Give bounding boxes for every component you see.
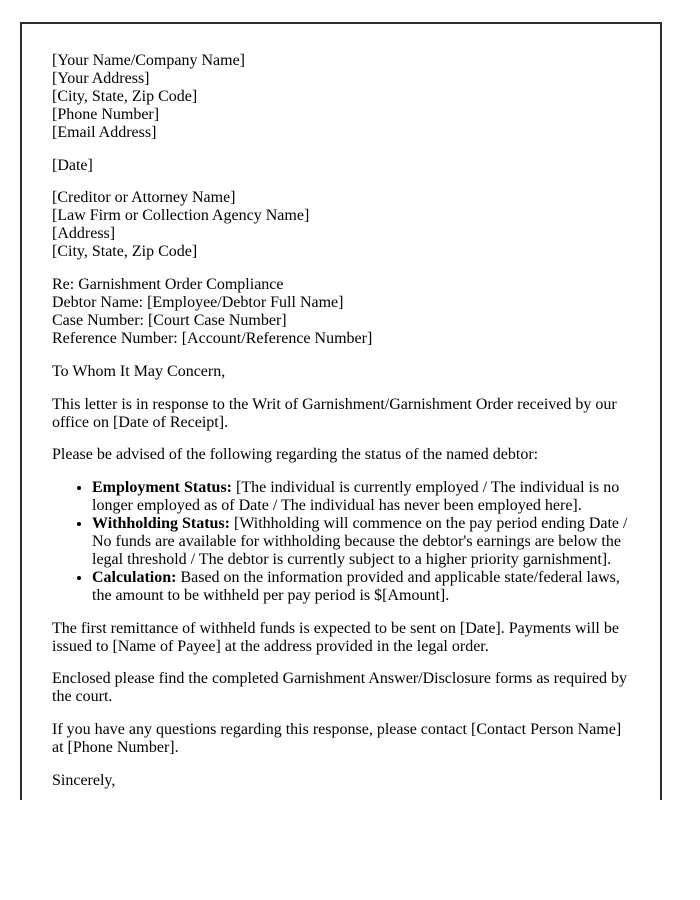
sender-phone: [Phone Number] [52,105,160,123]
reference-block [52,276,636,348]
subject-line: Re: Garnishment Order Compliance [52,276,284,294]
sender-block [52,52,636,142]
signoff: Sincerely, [52,772,116,790]
recipient-city-state-zip: [City, State, Zip Code] [52,243,198,261]
debtor-name-line: Debtor Name: [Employee/Debtor Full Name] [52,293,344,311]
paragraph-intro: This letter is in response to the Writ of Garnishment/Garnishment Order received by our office on [Date of Receipt]. [52,395,617,431]
sender-city-state-zip: [City, State, Zip Code] [52,87,198,105]
sender-address: [Your Address] [52,69,150,87]
case-number-line: Case Number: [Court Case Number] [52,311,287,329]
bullet-employment-label: Employment Status: [92,479,233,497]
bullet-calculation-label: Calculation: [92,568,177,586]
paragraph-advise: Please be advised of the following regarding the status of the named debtor: [52,446,539,464]
reference-number-line: Reference Number: [Account/Reference Number] [52,329,373,347]
date-line: [Date] [52,156,93,174]
paragraph-questions: If you have any questions regarding this response, please contact [Contact Person Name] at [Phone Number]. [52,721,622,757]
paragraph-enclosed: Enclosed please find the completed Garnishment Answer/Disclosure forms as required by the court. [52,670,627,706]
bullet-employment-status [92,479,636,515]
letter-page [20,22,662,800]
bullet-withholding-status [92,515,636,569]
status-bullet-list [52,479,636,604]
sender-name: [Your Name/Company Name] [52,52,246,69]
sender-email: [Email Address] [52,123,157,141]
salutation: To Whom It May Concern, [52,362,226,380]
bullet-calculation-text: Based on the information provided and applicable state/federal laws, the amount to be withheld per pay period is $[Amount]. [92,568,620,604]
bullet-employment-text: [The individual is currently employed / The individual is no longer employed as of Date / The individual has never been employed here]. [92,479,620,515]
bullet-withholding-label: Withholding Status: [92,515,230,533]
recipient-firm: [Law Firm or Collection Agency Name] [52,207,310,225]
recipient-name: [Creditor or Attorney Name] [52,189,236,207]
bullet-calculation [92,569,636,605]
recipient-block [52,189,636,261]
recipient-address: [Address] [52,225,116,243]
paragraph-remittance: The first remittance of withheld funds is expected to be sent on [Date]. Payments will be issued to [Name of Payee] at the address provided in the legal order. [52,619,619,655]
bullet-withholding-text: [Withholding will commence on the pay period ending Date / No funds are available for withholding because the debtor's earnings are below the legal threshold / The debtor is currently subject to a higher priority garnishment]. [92,515,628,568]
